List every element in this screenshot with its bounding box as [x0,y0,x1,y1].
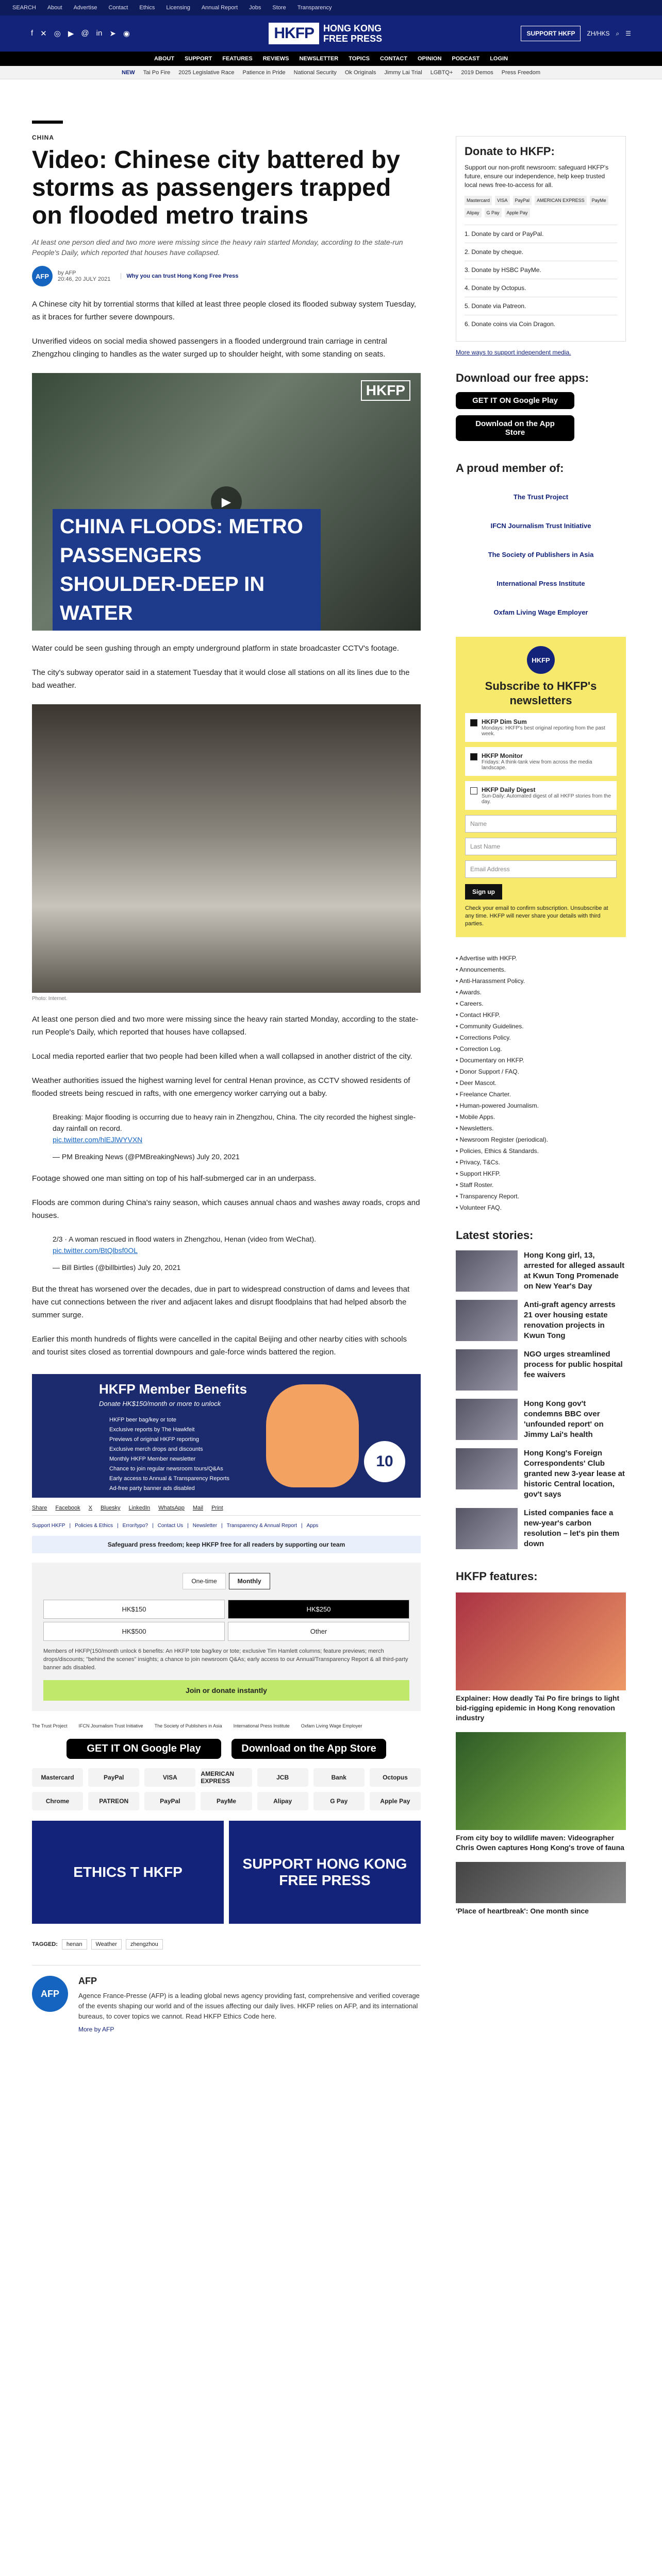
video-logo: HKFP [361,380,410,401]
ten-year-badge: 10 [364,1441,405,1482]
member-heading: A proud member of: [456,462,564,474]
donate-option[interactable]: 4. Donate by Octopus. [465,279,617,297]
donate-option[interactable]: 5. Donate via Patreon. [465,297,617,315]
payment-logo: VISA [144,1768,195,1787]
footer-link[interactable]: • Transparency Report. [456,1191,626,1202]
deer-mascot [266,1384,359,1487]
tags [32,1939,421,1950]
footer-link[interactable]: • Human-powered Journalism. [456,1100,626,1111]
trending-item[interactable]: Ok Originals [344,69,376,76]
newsletter-title: Subscribe to HKFP's newsletters [485,680,597,707]
logo-line1: HONG KONG [323,23,382,33]
amount-option[interactable]: HK$150 [43,1600,225,1619]
facebook-icon[interactable]: f [31,29,34,38]
member-logo[interactable]: The Society of Publishers in Asia [154,1723,222,1728]
language-toggle[interactable]: ZH/HKS [587,30,610,37]
member-benefits-banner[interactable] [32,1374,421,1498]
paragraph: Local media reported earlier that two people had been killed when a wall collapsed in another district of the city. [32,1052,412,1061]
member-badge[interactable]: IFCN Journalism Trust Initiative [490,521,591,530]
topbar-about[interactable]: About [47,5,62,11]
footer-link[interactable]: • Anti-Harassment Policy. [456,975,626,987]
feature-title[interactable]: From city boy to wildlife maven: Videographer Chris Owen captures Hong Kong's trove of fauna [456,1834,624,1852]
tweet-source[interactable]: — Bill Birtles (@billbirtles) July 20, 2021 [53,1263,181,1272]
donate-option[interactable]: 2. Donate by cheque. [465,243,617,261]
story-item[interactable] [456,1399,626,1440]
paragraph: Earlier this month hundreds of flights were cancelled in the capital Beijing and other nearby cities with schools and tourist sites closed as torrential downpours and gale-force winds battered the region. [32,1335,407,1357]
tweet-source[interactable]: — PM Breaking News (@PMBreakingNews) July 20, 2021 [53,1153,240,1161]
topbar-store[interactable]: Store [272,5,286,11]
payment-logo: Chrome [32,1792,83,1810]
support-promo[interactable]: SUPPORT HONG KONG FREE PRESS [229,1821,421,1924]
footer-link[interactable]: • Correction Log. [456,1043,626,1055]
payment-logo: PayPal [144,1792,195,1810]
footer-link[interactable]: • Freelance Charter. [456,1089,626,1100]
topbar-jobs[interactable]: Jobs [249,5,261,11]
paragraph: At least one person died and two more were missing since the heavy rain started Monday, according to the state-run People's Daily, which reported that houses have collapsed. [32,1015,419,1037]
newsletter-name: HKFP Dim Sum [482,718,527,725]
newsletter-name: HKFP Daily Digest [482,786,536,793]
footer-link[interactable]: • Announcements. [456,964,626,975]
donate-panel [456,136,626,342]
nav-login[interactable]: LOGIN [490,56,508,62]
byline-date: 20:46, 20 JULY 2021 [58,276,111,282]
footer-link[interactable]: • Support HKFP. [456,1168,626,1179]
video-player[interactable] [32,373,421,631]
paragraph: The city's subway operator said in a statement Tuesday that it would close all stations on all its lines due to the bad weather. [32,668,410,690]
story-item[interactable] [456,1300,626,1341]
topbar-contact[interactable]: Contact [108,5,128,11]
freq-one-time[interactable]: One-time [183,1573,225,1589]
payment-logo: Apple Pay [370,1792,421,1810]
footer-link[interactable]: • Awards. [456,987,626,998]
nav-reviews[interactable]: REVIEWS [262,56,289,62]
donate-button[interactable]: Join or donate instantly [43,1680,409,1701]
story-title[interactable]: Anti-graft agency arrests 21 over housing estate renovation projects in Kwun Tong [524,1300,616,1340]
share-facebook[interactable]: Facebook [55,1505,80,1511]
story-title[interactable]: Hong Kong's Foreign Correspondents' Club granted new 3-year lease at historic Central location, gov't says [524,1449,625,1499]
footer-link[interactable]: • Mobile Apps. [456,1111,626,1123]
embedded-tweet [53,1111,421,1145]
freq-monthly[interactable]: Monthly [229,1573,270,1589]
member-badge[interactable]: The Trust Project [513,493,569,501]
trending-item[interactable]: Jimmy Lai Trial [384,69,422,76]
amount-option[interactable]: HK$250 [228,1600,409,1619]
share-bluesky[interactable]: Bluesky [101,1505,121,1511]
tweet-link[interactable]: pic.twitter.com/BtQlbsf0OL [53,1246,138,1255]
member-badge[interactable]: Oxfam Living Wage Employer [493,608,588,616]
newsletter-name: HKFP Monitor [482,752,523,759]
video-caption: CHINA FLOODS: METRO PASSENGERS SHOULDER-DEEP IN WATER [53,509,321,631]
latest-stories [456,1250,626,1549]
member-logo[interactable]: International Press Institute [233,1723,290,1728]
support-hkfp-button[interactable]: SUPPORT HKFP [521,26,581,41]
story-thumbnail[interactable] [456,1448,518,1489]
paragraph: A Chinese city hit by torrential storms that killed at least three people closed its flooded subway system Tuesday, as it braces for further severe downpours. [32,300,417,321]
benefit-item: Previews of original HKFP reporting [109,1436,200,1443]
checkbox-checked-icon[interactable] [470,719,477,726]
footer-link[interactable]: • Advertise with HKFP. [456,953,626,964]
tags-label: TAGGED: [32,1941,58,1947]
benefit-item: Chance to join regular newsroom tours/Q&As [109,1466,223,1472]
article-footer-nav: Support HKFP | Policies & Ethics | Error/typo? | Contact Us | Newsletter | Transparency & Annual Report | Apps [32,1523,319,1529]
linkedin-icon[interactable]: in [96,29,103,38]
feature-item[interactable] [456,1592,626,1723]
latest-heading: Latest stories: [456,1229,534,1242]
main-nav [0,52,662,66]
trending-bar [0,66,662,79]
feature-image[interactable] [456,1732,626,1830]
topbar-search[interactable]: SEARCH [12,5,36,11]
benefit-item: Ad-free party banner ads disabled [109,1485,195,1492]
app-store-badge[interactable]: Download on the App Store [456,415,574,441]
telegram-icon[interactable]: ➤ [109,29,116,38]
brand-header [0,15,662,52]
nav-features[interactable]: FEATURES [222,56,253,62]
payment-logo: Alipay [257,1792,308,1810]
nav-podcast[interactable]: PODCAST [452,56,480,62]
benefit-item: Exclusive merch drops and discounts [109,1446,203,1452]
paragraph: But the threat has worsened over the decades, due in part to widespread construction of dams and levees that have cut connections between the river and adjacent lakes and disrupt floodplains that had helped absorb the summer surge. [32,1285,410,1319]
story-thumbnail[interactable] [456,1300,518,1341]
footer-link[interactable]: • Staff Roster. [456,1179,626,1191]
footer-link[interactable]: • Contact HKFP. [456,1009,626,1021]
title-rule [32,121,63,124]
trending-item[interactable]: LGBTQ+ [430,69,453,76]
ethics-promo[interactable]: ETHICS T HKFP [32,1821,224,1924]
nav-topics[interactable]: TOPICS [349,56,370,62]
banner-title: HKFP Member Benefits [99,1381,247,1397]
payment-logo: Bank [313,1768,365,1787]
trending-item[interactable]: 2019 Demos [461,69,493,76]
donate-option[interactable]: 6. Donate coins via Coin Dragon. [465,315,617,333]
threads-icon[interactable]: @ [81,29,89,38]
google-play-badge[interactable]: GET IT ON Google Play [67,1739,221,1759]
byline-author[interactable]: by AFP [58,270,76,276]
menu-icon[interactable]: ☰ [625,30,631,37]
header-actions [521,26,631,41]
newsletter-option[interactable] [465,713,617,742]
name-field[interactable]: Name [465,815,617,833]
share-bar [32,1505,421,1516]
payment-logo: PayPal [88,1768,139,1787]
paragraph: Water could be seen gushing through an empty underground platform in state broadcaster CCTV's footage. [32,644,399,653]
alipay-icon: Alipay [465,208,482,217]
topbar-transparency[interactable]: Transparency [297,5,332,11]
benefit-item: Monthly HKFP Member newsletter [109,1456,196,1462]
benefit-item: Early access to Annual & Transparency Reports [109,1476,229,1482]
byline-text [58,270,110,282]
rss-icon[interactable]: ◉ [123,29,130,38]
payment-logo: AMERICAN EXPRESS [201,1768,252,1787]
safeguard-banner[interactable]: Safeguard press freedom; keep HKFP free for all readers by supporting our team [32,1536,421,1553]
topbar-licensing[interactable]: Licensing [166,5,190,11]
nav-contact[interactable]: CONTACT [380,56,407,62]
tweet-text: 2/3 · A woman rescued in flood waters in Zhengzhou, Henan (video from WeChat). [53,1235,317,1243]
paragraph: Floods are common during China's rainy season, which causes annual chaos and washes away roads, crops and houses. [32,1198,420,1220]
story-thumbnail[interactable] [456,1399,518,1440]
newsletter-logo: HKFP [527,646,555,674]
feature-title[interactable]: 'Place of heartbreak': One month since [456,1907,589,1915]
embedded-tweet [53,1233,421,1256]
author-bio: Agence France-Presse (AFP) is a leading global news agency providing fast, comprehensive and verified coverage of the events shaping our world and of the issues affecting our daily lives. HKFP relies on AFP, and its international bureaus, to cover topics we cannot. Read HKFP Ethics Code here. [78,1992,420,2020]
donate-options [465,225,617,333]
payment-logo: Octopus [370,1768,421,1787]
google-play-badge[interactable]: GET IT ON Google Play [456,392,574,409]
social-links [31,29,130,38]
amex-icon: AMERICAN EXPRESS [535,196,587,205]
share-x[interactable]: X [88,1505,93,1511]
nav-opinion[interactable]: OPINION [417,56,442,62]
benefit-item: Exclusive reports by The Hawkfeit [109,1427,195,1433]
apps-heading: Download our free apps: [456,371,589,384]
article [32,79,421,2033]
article-title: Video: Chinese city battered by storms as passengers trapped on flooded metro trains [32,146,400,229]
applepay-icon: Apple Pay [505,208,530,217]
donate-heading: Donate to HKFP: [465,145,555,158]
frequency-toggle [43,1573,409,1589]
tag[interactable]: henan [62,1939,87,1950]
footer-link[interactable]: • Corrections Policy. [456,1032,626,1043]
footer-link[interactable]: • Volunteer FAQ. [456,1202,626,1213]
checkbox-icon[interactable] [470,787,477,794]
mastercard-icon: Mastercard [465,196,492,205]
trending-item[interactable]: Patience in Pride [242,69,286,76]
page-body [0,79,662,2576]
share-mail[interactable]: Mail [192,1505,204,1511]
sidebar [456,79,626,1916]
payme-icon: PayMe [590,196,608,205]
story-thumbnail[interactable] [456,1250,518,1292]
member-badge[interactable]: International Press Institute [496,579,585,587]
benefit-list [109,1415,229,1494]
search-icon[interactable]: ⌕ [616,29,620,37]
feature-item[interactable] [456,1862,626,1916]
email-field[interactable]: Email Address [465,860,617,878]
flood-photo [32,704,421,993]
story-title[interactable]: Hong Kong girl, 13, arrested for alleged assault at Kwun Tong Promenade on New Year's Day [524,1251,625,1291]
banner-subtitle: Donate HK$150/month or more to unlock [99,1400,221,1408]
footer-links [456,953,626,1213]
footer-link[interactable]: • Newsletters. [456,1123,626,1134]
footer-link[interactable]: Error/typo? [122,1523,148,1529]
donate-option[interactable]: 3. Donate by HSBC PayMe. [465,261,617,279]
payment-logo: JCB [257,1768,308,1787]
newsletter-option[interactable] [465,781,617,810]
story-item[interactable] [456,1508,626,1549]
footer-link[interactable]: Newsletter [192,1523,218,1529]
article-lede: At least one person died and two more were missing since the heavy rain started Monday, according to the state-run People's Daily, which reported that houses have collapsed. [32,238,403,257]
donate-option[interactable]: 1. Donate by card or PayPal. [465,225,617,243]
visa-icon: VISA [495,196,510,205]
footer-link[interactable]: • Documentary on HKFP. [456,1055,626,1066]
logo-box: HKFP [269,23,319,44]
gpay-icon: G Pay [485,208,502,217]
nav-support[interactable]: SUPPORT [185,56,212,62]
payment-logo: PayMe [201,1792,252,1810]
footer-link[interactable]: Apps [306,1523,319,1529]
trending-item[interactable]: 2025 Legislative Race [178,69,235,76]
newsletter-desc: Fridays: A think-tank view from across the media landscape. [482,759,592,771]
topbar-advertise[interactable]: Advertise [73,5,97,11]
author-box [32,1965,421,2033]
signup-button[interactable]: Sign up [465,884,502,900]
footer-link[interactable]: • Privacy, T&Cs. [456,1157,626,1168]
author-avatar[interactable]: AFP [32,1976,68,2012]
last-name-field[interactable]: Last Name [465,838,617,855]
trust-link[interactable]: Why you can trust Hong Kong Free Press [121,273,238,279]
member-logo[interactable]: The Trust Project [32,1723,68,1728]
newsletter-note: Check your email to confirm subscription. Unsubscribe at any time. HKFP will never share your details with third parties. [465,905,608,927]
story-title[interactable]: Listed companies face a new-year's carbon resolution – let's pin them down [524,1509,620,1548]
share-whatsapp[interactable]: WhatsApp [158,1505,185,1511]
top-utility-bar [0,0,662,15]
play-icon[interactable]: ▶ [211,486,242,517]
paypal-icon: PayPal [513,196,532,205]
trending-item[interactable]: National Security [293,69,337,76]
category-label[interactable]: CHINA [32,134,54,141]
footer-link[interactable]: Support HKFP [32,1523,65,1529]
payment-logo: PATREON [88,1792,139,1810]
paragraph: Footage showed one man sitting on top of his half-submerged car in an underpass. [32,1174,317,1183]
trending-item[interactable]: Tai Po Fire [143,69,171,76]
payment-logo: G Pay [313,1792,365,1810]
share-link[interactable]: Share [32,1505,47,1511]
topbar-annual-report[interactable]: Annual Report [201,5,238,11]
feature-image[interactable] [456,1862,626,1903]
paragraph: Unverified videos on social media showed passengers in a flooded underground train carriage in central Zhengzhou clinging to handles as the water surged up to shoulder height, with some standing on seats. [32,337,387,359]
story-item[interactable] [456,1250,626,1292]
member-logo[interactable]: Oxfam Living Wage Employer [301,1723,362,1728]
benefit-item: HKFP beer bag/key or tote [109,1417,177,1423]
hkfp-logo[interactable] [269,23,382,44]
features-heading: HKFP features: [456,1570,538,1583]
photo-credit: Photo: Internet. [32,996,68,1002]
checkbox-checked-icon[interactable] [470,753,477,760]
feature-item[interactable] [456,1732,626,1853]
tag[interactable]: zhengzhou [126,1939,163,1950]
footer-link[interactable]: • Careers. [456,998,626,1009]
story-item[interactable] [456,1448,626,1500]
share-print[interactable]: Print [211,1505,223,1511]
footer-link[interactable]: • Donor Support / FAQ. [456,1066,626,1077]
topbar-ethics[interactable]: Ethics [139,5,155,11]
app-badges [32,1739,421,1759]
donation-note: Members of HKFP(150/month unlock 6 benefits: An HKFP tote bag/key or tote; exclusive Tim Hamlett columns; feature previews; merch drops/discounts; "behind the scenes" insights; a chance to join newsroom Q&As; early access to our Annual/Transparency Report & all third-party banner ads disabled. [43,1648,408,1671]
footer-link[interactable]: Policies & Ethics [75,1523,113,1529]
story-title[interactable]: NGO urges streamlined process for public hospital fee waivers [524,1350,623,1379]
instagram-icon[interactable]: ◎ [54,29,61,38]
trending-label: NEW [122,69,135,76]
more-by-author[interactable]: More by AFP [78,2026,114,2033]
newsletter-box [456,637,626,937]
tweet-text: Breaking: Major flooding is occurring due to heavy rain in Zhengzhou, China. The city recorded the highest single-day rainfall on record. [53,1113,416,1132]
footer-link[interactable]: • Newsroom Register (periodical). [456,1134,626,1145]
footer-link[interactable]: Contact Us [157,1523,184,1529]
tag[interactable]: Weather [91,1939,122,1950]
app-store-badge[interactable]: Download on the App Store [231,1739,386,1759]
member-logos [32,1723,421,1728]
newsletter-desc: Mondays: HKFP's best original reporting from the past week. [482,725,605,737]
author-name[interactable]: AFP [78,1976,97,1986]
nav-newsletter[interactable]: NEWSLETTER [299,56,339,62]
share-linkedin[interactable]: LinkedIn [128,1505,151,1511]
amount-option[interactable]: Other [228,1622,409,1641]
more-ways-link[interactable]: More ways to support independent media. [456,349,571,356]
author-avatar[interactable]: AFP [32,266,53,286]
feature-title[interactable]: Explainer: How deadly Tai Po fire brings to light bid-rigging epidemic in Hong Kong renovation industry [456,1694,620,1722]
footer-link[interactable]: • Deer Mascot. [456,1077,626,1089]
story-item[interactable] [456,1349,626,1391]
member-badge[interactable]: The Society of Publishers in Asia [488,550,594,558]
payment-methods [32,1768,421,1810]
member-logo[interactable]: IFCN Journalism Trust Initiative [78,1723,143,1728]
byline [32,266,421,286]
story-thumbnail[interactable] [456,1349,518,1391]
donation-widget [32,1563,421,1711]
logo-line2: FREE PRESS [323,33,383,44]
promo-banners [32,1821,421,1924]
x-icon[interactable]: ✕ [40,29,47,38]
newsletter-option[interactable] [465,747,617,776]
payment-logo: Mastercard [32,1768,83,1787]
amount-option[interactable]: HK$500 [43,1622,225,1641]
logo-text [323,23,382,44]
donate-intro[interactable]: Support our non-profit newsroom: safeguard HKFP's future, ensure our independence, help keep trusted local news free-to-access for all. [465,164,609,189]
nav-about[interactable]: ABOUT [154,56,175,62]
footer-link[interactable]: Transparency & Annual Report [226,1523,297,1529]
footer-link[interactable]: • Policies, Ethics & Standards. [456,1145,626,1157]
story-thumbnail[interactable] [456,1508,518,1549]
paragraph: Weather authorities issued the highest warning level for central Henan province, as CCTV showed residents of flooded streets being rescued in rafts, with one emergency worker carrying out a baby. [32,1076,410,1098]
story-title[interactable]: Hong Kong gov't condemns BBC over 'unfounded report' on Jimmy Lai's health [524,1399,604,1439]
tweet-link[interactable]: pic.twitter.com/hlEJlWYVXN [53,1136,143,1144]
member-badges [456,482,626,626]
footer-link[interactable]: • Community Guidelines. [456,1021,626,1032]
donate-payment-icons [465,196,617,217]
youtube-icon[interactable]: ▶ [68,29,74,38]
newsletter-desc: Sun-Daily: Automated digest of all HKFP stories from the day. [482,793,611,805]
amount-options [43,1600,409,1641]
trending-item[interactable]: Press Freedom [501,69,540,76]
feature-image[interactable] [456,1592,626,1690]
